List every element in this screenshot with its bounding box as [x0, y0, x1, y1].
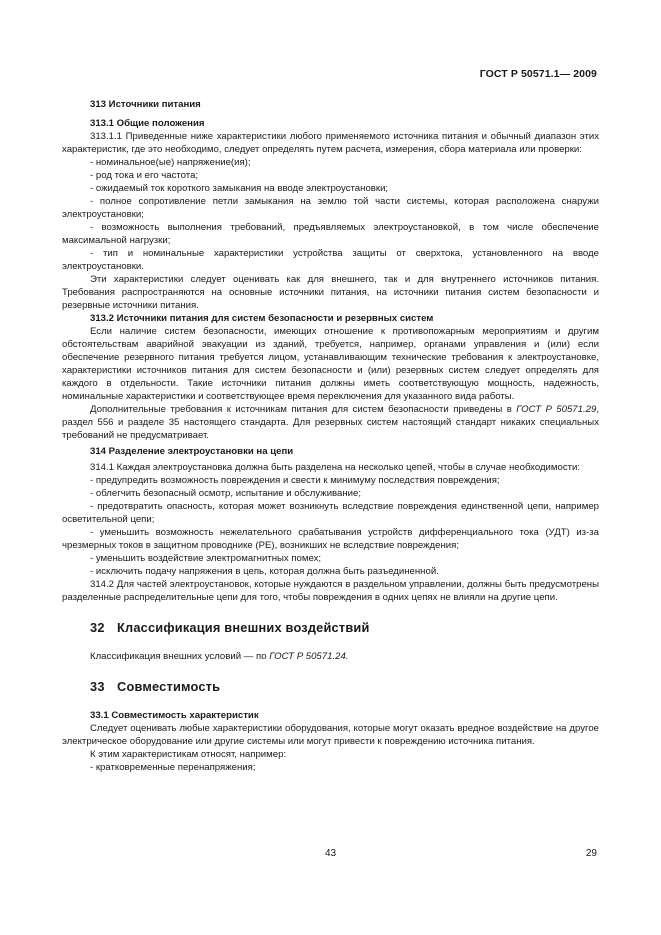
section-title: Совместимость — [117, 679, 221, 694]
standard-reference: ГОСТ Р 50571.29 — [516, 404, 597, 415]
section-number: 33 — [90, 679, 105, 694]
list-item: - предупредить возможность повреждения и свести к минимуму последствия повреждения; — [90, 475, 500, 486]
heading-33-1: 33.1 Совместимость характеристик — [90, 710, 259, 721]
paragraph: Следует оценивать любые характеристики оборудования, которые могут оказать вредное воздействие на другое электрическое оборудование или другие системы или могут привести к повреждению источника питания. — [62, 723, 599, 747]
paragraph: 314.2 Для частей электроустановок, которые нуждаются в раздельном управлении, должны быть предусмотрены разделенные распределительные цепи для того, чтобы повреждения в одних цепях не влияли на другие цепи. — [62, 579, 599, 603]
page-number-center: 43 — [324, 848, 337, 859]
list-item: - ожидаемый ток короткого замыкания на вводе электроустановки; — [90, 183, 389, 194]
heading-313: 313 Источники питания — [90, 99, 201, 110]
heading-314: 314 Разделение электроустановки на цепи — [90, 446, 294, 457]
list-item: - номинальное(ые) напряжение(ия); — [90, 157, 251, 168]
list-item: - облегчить безопасный осмотр, испытание и обслуживание; — [90, 488, 362, 499]
heading-32 — [62, 620, 599, 636]
heading-313-2: 313.2 Источники питания для систем безопасности и резервных систем — [90, 313, 434, 324]
paragraph: 314.1 Каждая электроустановка должна быть разделена на несколько цепей, чтобы в случае необходимости: — [90, 462, 581, 473]
paragraph-text: , раздел 556 и разделе 35 настоящего стандарта. Для резервных систем настоящий стандарт никаких специальных требований не предусматривает. — [62, 404, 599, 441]
section-number: 32 — [90, 620, 105, 635]
paragraph: Если наличие систем безопасности, имеющих отношение к противопожарным мероприятиям и другим обстоятельствам аварийной эвакуации из зданий, требуется, например, органами управления и (или) если обеспечение резервного питания требуется лицом, устанавливающим технические требования к электроустановке, характеристики источников питания для систем безопасности и (или) резервных систем следует определять для каждого в отдельности. Такие источники питания должны иметь соответствующую мощность, надежность, номинальные характеристики и соответствующее время переключения для указанного вида работы. — [62, 326, 599, 402]
paragraph: Эти характеристики следует оценивать как для внешнего, так и для внутреннего источников питания. Требования распространяются на основные источники питания, на источники питания систем безопасности и резервные источники питания. — [62, 274, 599, 311]
list-item: - род тока и его частота; — [90, 170, 199, 181]
list-item: - возможность выполнения требований, предъявляемых электроустановкой, в том числе обеспечение максимальной нагрузки; — [62, 222, 599, 246]
paragraph: 313.1.1 Приведенные ниже характеристики любого применяемого источника питания и обычный диапазон этих характеристик, где это необходимо, следует определять путем расчета, измерения, сбора материала или проверки: — [62, 131, 599, 155]
standard-reference: ГОСТ Р 50571.24. — [269, 651, 349, 662]
heading-313-1: 313.1 Общие положения — [90, 118, 205, 129]
page-number-right: 29 — [585, 848, 597, 859]
paragraph-text: Дополнительные требования к источникам питания для систем безопасности приведены в — [90, 404, 517, 415]
paragraph: К этим характеристикам относят, например: — [90, 749, 287, 760]
section-title: Классификация внешних воздействий — [117, 620, 370, 635]
list-item: - полное сопротивление петли замыкания на землю той части системы, которая расположена снаружи электроустановки; — [62, 196, 599, 220]
list-item: - уменьшить возможность нежелательного срабатывания устройств дифференциального тока (УДТ) из-за чрезмерных токов в защитном проводнике (РЕ), возникших не вследствие повреждения; — [62, 527, 599, 551]
list-item: - тип и номинальные характеристики устройства защиты от сверхтока, установленного на вводе электроустановки. — [62, 248, 599, 272]
paragraph-text: Классификация внешних условий — по — [90, 651, 270, 662]
paragraph — [62, 650, 599, 663]
document-header: ГОСТ Р 50571.1— 2009 — [479, 68, 597, 80]
document-body — [62, 98, 599, 774]
list-item: - предотвратить опасность, которая может возникнуть вследствие повреждения единственной цепи, например осветительной цепи; — [62, 501, 599, 525]
list-item: - уменьшить воздействие электромагнитных помех; — [90, 553, 322, 564]
paragraph — [62, 403, 599, 442]
list-item: - исключить подачу напряжения в цепь, которая должна быть разъединенной. — [90, 566, 439, 577]
heading-33 — [62, 679, 599, 695]
list-item: - кратковременные перенапряжения; — [90, 762, 256, 773]
